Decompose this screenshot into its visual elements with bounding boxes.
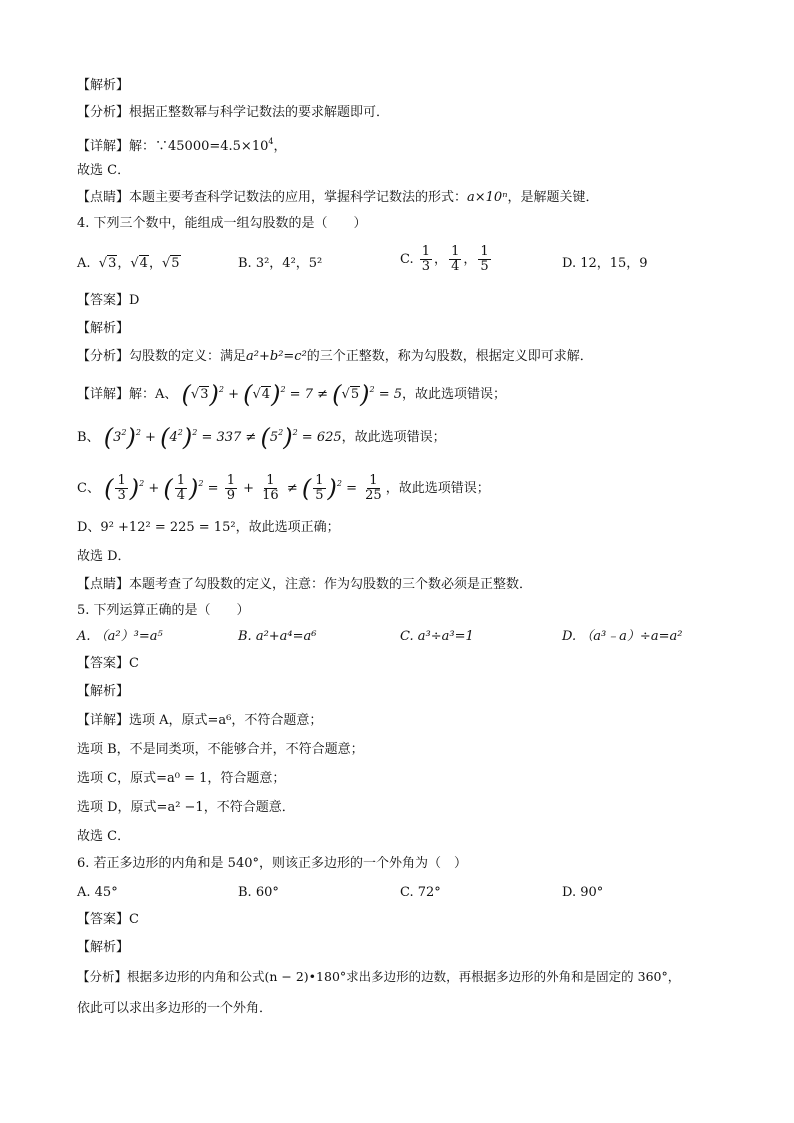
detail-option-d: D、9² +12² = 225 = 15²，故此选项正确； bbox=[77, 520, 340, 535]
summary-formula: a×10ⁿ bbox=[467, 190, 508, 205]
q6-option-d: D. 90° bbox=[562, 885, 604, 900]
q5-option-a: A. （a²）³=a⁵ bbox=[77, 629, 163, 644]
q5-option-c: C. a³÷a³=1 bbox=[400, 629, 474, 644]
q4-option-b: B. 3²，4²，5² bbox=[238, 256, 323, 271]
detail-text: B、 bbox=[77, 430, 100, 445]
detail-text-end: ，故此选项错误； bbox=[385, 481, 490, 496]
summary-line: 【点睛】本题考查了勾股数的定义，注意：作为勾股数的三个数必须是正整数． bbox=[77, 577, 533, 592]
option-letter: A. bbox=[77, 256, 91, 271]
answer-choice-line: 故选 C． bbox=[77, 163, 131, 178]
formula-c: ( $\frac{1}{3}$ )$^2$ + ( $\frac{1}{4}$ )$^2$ = $\frac{1}{9}$ + $\frac{1}{16}$ ≠ ( $\frac{1}{5}$ )$^2$ = $\frac{1}{25}$ bbox=[104, 473, 382, 503]
exponent: 4 bbox=[268, 137, 274, 146]
summary-line bbox=[77, 189, 599, 207]
q6-option-b: B. 60° bbox=[238, 885, 279, 900]
analysis-line: 【分析】根据多边形的内角和公式(n − 2)•180°求出多边形的边数，再根据多边形的外角和是固定的 360°， bbox=[77, 969, 681, 984]
q5-option-b: B. a²+a⁴=a⁶ bbox=[238, 629, 317, 644]
detail-text-end: ，故此选项错误； bbox=[341, 430, 446, 445]
q6-option-a: A. 45° bbox=[77, 885, 118, 900]
analysis-text: 【分析】勾股数的定义：满足 bbox=[77, 349, 247, 364]
section-label-jiexi: 【解析】 bbox=[77, 321, 130, 336]
question-5: 5. 下列运算正确的是（ ） bbox=[77, 603, 250, 618]
answer-choice-line: 故选 D． bbox=[77, 549, 131, 564]
analysis-text-end: 的三个正整数，称为勾股数，根据定义即可求解． bbox=[306, 349, 593, 364]
answer-6: 【答案】C bbox=[77, 912, 139, 927]
section-label-jiexi: 【解析】 bbox=[77, 684, 130, 699]
detail-option-b bbox=[77, 423, 446, 452]
question-6: 6. 若正多边形的内角和是 540°，则该正多边形的一个外角为（ ） bbox=[77, 856, 467, 871]
formula-a: $(√3)^2 + (√4)^2 = 7 \ne (√5)^2 = 5$ bbox=[181, 380, 402, 409]
detail-text: 【详解】解：∵45000=4.5×10 bbox=[77, 139, 269, 154]
summary-text-end: ，是解题关键． bbox=[507, 190, 599, 205]
analysis-formula: a²+b²=c² bbox=[246, 349, 307, 364]
detail-option-a bbox=[77, 380, 507, 409]
detail-line: 【详解】选项 A，原式=a⁶，不符合题意； bbox=[77, 713, 323, 728]
option-letter: C. bbox=[400, 252, 414, 267]
q5-option-d: D. （a³﹣a）÷a=a² bbox=[562, 629, 683, 644]
answer-4: 【答案】D bbox=[77, 293, 140, 308]
detail-text-end: ，故此选项错误； bbox=[402, 387, 507, 402]
summary-text: 【点睛】本题主要考查科学记数法的应用，掌握科学记数法的形式： bbox=[77, 190, 468, 205]
q4-option-c: C. $\frac{1}{3}$ ， $\frac{1}{4}$ ， $\frac{1}{5}$ bbox=[400, 244, 489, 274]
detail-text: C、 bbox=[77, 481, 100, 496]
q6-option-c: C. 72° bbox=[400, 885, 441, 900]
detail-option-c bbox=[77, 474, 490, 503]
question-4: 4. 下列三个数中，能组成一组勾股数的是（ ） bbox=[77, 216, 367, 231]
section-label-jiexi: 【解析】 bbox=[77, 940, 130, 955]
answer-choice-line: 故选 C． bbox=[77, 829, 131, 844]
analysis-line: 依此可以求出多边形的一个外角． bbox=[77, 1001, 273, 1016]
analysis-line bbox=[77, 348, 593, 366]
detail-text: 【详解】解：A、 bbox=[77, 387, 178, 402]
q4-option-a: A. √3，√4，√5 bbox=[77, 256, 180, 271]
answer-5: 【答案】C bbox=[77, 656, 139, 671]
detail-line bbox=[77, 133, 286, 156]
section-label-jiexi: 【解析】 bbox=[77, 78, 130, 93]
q4-option-d: D. 12，15，9 bbox=[562, 256, 648, 271]
detail-line: 选项 C，原式=a⁰ = 1，符合题意； bbox=[77, 771, 286, 786]
formula-b: $(3^2)^2 + (4^2)^2 = 337 \ne (5^2)^2 = 625$ bbox=[103, 423, 342, 452]
analysis-line: 【分析】根据正整数幂与科学记数法的要求解题即可． bbox=[77, 105, 390, 120]
detail-line: 选项 B，不是同类项，不能够合并，不符合题意； bbox=[77, 742, 364, 757]
detail-line: 选项 D，原式=a² −1，不符合题意． bbox=[77, 800, 295, 815]
detail-text-end: ， bbox=[273, 139, 287, 154]
